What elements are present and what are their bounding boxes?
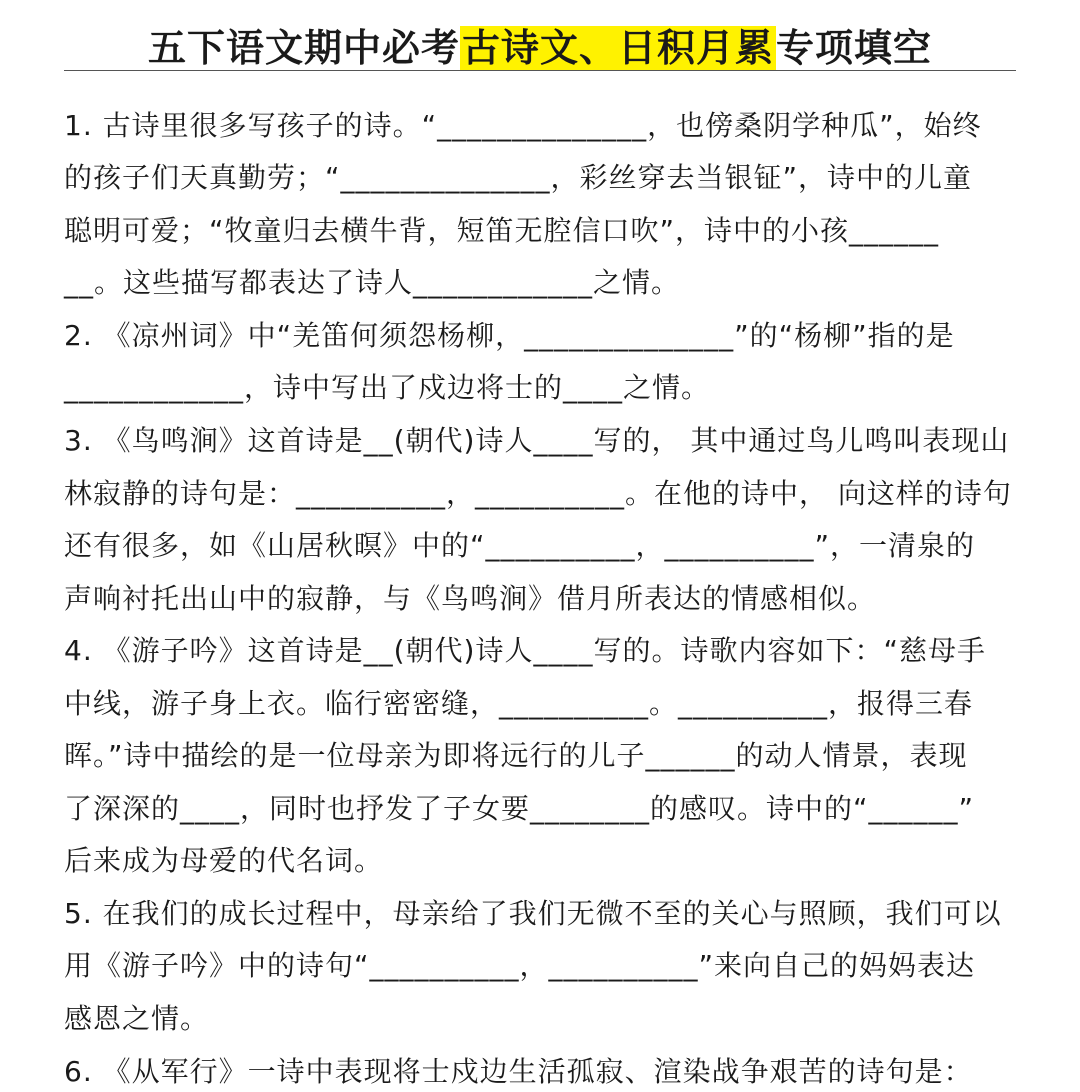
text-line-11: 4. 《游子吟》这首诗是__(朝代)诗人____写的。诗歌内容如下：“慈母手 (64, 634, 986, 667)
text-line-18: 感恩之情。 (64, 1002, 210, 1035)
text-line-7: 3. 《鸟鸣涧》这首诗是__(朝代)诗人____写的， 其中通过鸟儿鸣叫表现山 (64, 424, 1010, 457)
title-highlight: 古诗文、日积月累 (461, 26, 774, 70)
page-title (0, 18, 1080, 78)
text-line-3: 聪明可爱；“牧童归去横牛背，短笛无腔信口吹”，诗中的小孩______ (64, 214, 940, 247)
title-part1: 五下语文期中必考 (147, 26, 460, 70)
text-line-15: 后来成为母爱的代名词。 (64, 844, 384, 877)
text-line-2: 的孩子们天真勤劳；“______________，彩丝穿去当银钲”，诗中的儿童 (64, 161, 973, 194)
title-divider (64, 70, 1016, 71)
text-line-9: 还有很多，如《山居秋暝》中的“__________，__________”，一清泉的 (64, 529, 976, 562)
text-line-6: ____________，诗中写出了戍边将士的____之情。 (64, 371, 711, 404)
text-line-5: 2. 《凉州词》中“羌笛何须怨杨柳，______________”的“杨柳”指的是 (64, 319, 955, 352)
text-line-10: 声响衬托出山中的寂静，与《鸟鸣涧》借月所表达的情感相似。 (64, 582, 877, 615)
text-line-17: 用《游子吟》中的诗句“__________，__________”来向自己的妈妈表达 (64, 949, 976, 982)
title-part2: 专项填空 (776, 26, 933, 70)
text-line-1: 1. 古诗里很多写孩子的诗。“______________，也傍桑阴学种瓜”，始终 (64, 109, 982, 142)
text-line-13: 晖。”诗中描绘的是一位母亲为即将远行的儿子______的动人情景，表现 (64, 739, 968, 772)
text-line-4: __。这些描写都表达了诗人____________之情。 (64, 266, 681, 299)
text-line-12: 中线，游子身上衣。临行密密缝，__________。__________，报得三春 (64, 687, 974, 720)
text-line-14: 了深深的____，同时也抒发了子女要________的感叹。诗中的“______” (64, 792, 975, 825)
text-line-19: 6. 《从军行》一诗中表现将士戍边生活孤寂、渲染战争艰苦的诗句是： (64, 1055, 973, 1088)
text-line-8: 林寂静的诗句是：__________，__________。在他的诗中， 向这样的诗句 (64, 477, 1012, 510)
text-line-16: 5. 在我们的成长过程中，母亲给了我们无微不至的关心与照顾，我们可以 (64, 897, 1002, 930)
